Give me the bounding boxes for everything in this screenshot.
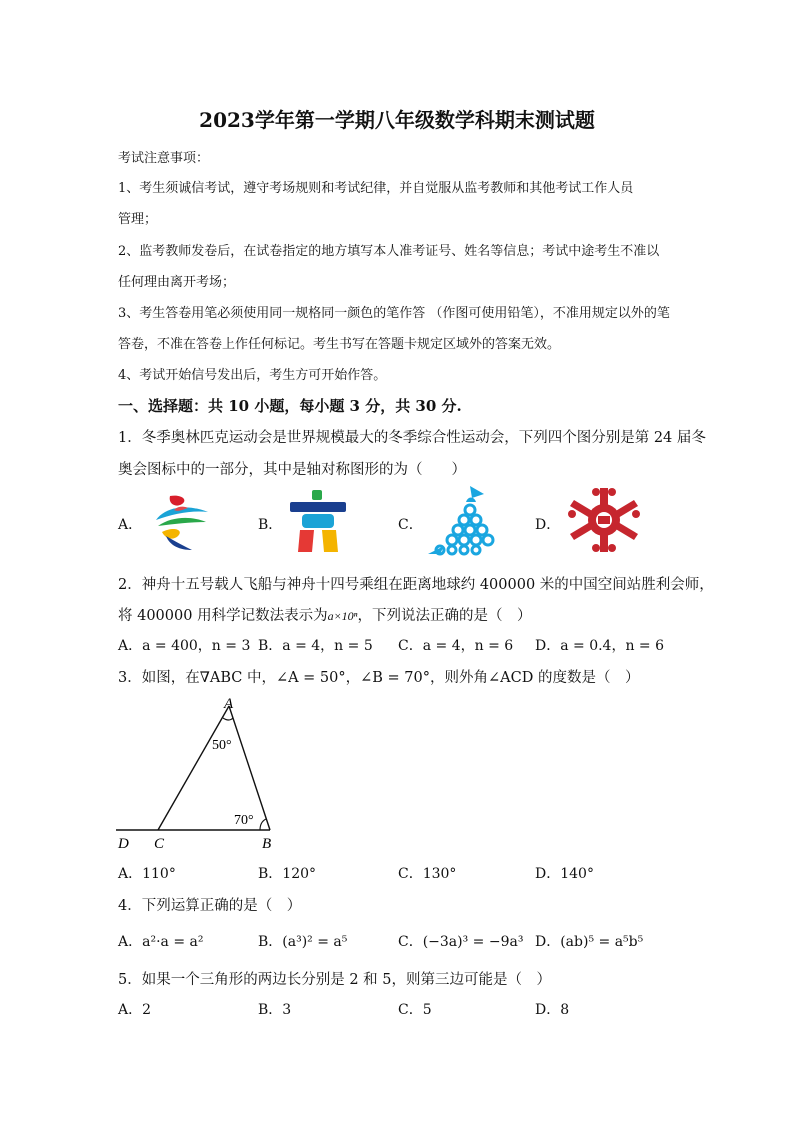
q3-option-a: A．110°	[118, 866, 176, 882]
note-2b: 任何理由离开考场；	[118, 275, 236, 290]
vertex-d-label: D	[118, 836, 129, 852]
note-1a: 1、考生须诚信考试，遵守考场规则和考试纪律，并自觉服从监考教师和其他考试工作人员	[118, 181, 634, 196]
q2-option-c: C．a = 4，n = 6	[398, 638, 514, 654]
q4-option-b: B．(a³)² = a⁵	[258, 934, 348, 950]
q1-option-b-label: B．	[258, 517, 283, 533]
q4-line: 4．下列运算正确的是（ ）	[118, 898, 302, 914]
q3-option-d: D．140°	[535, 866, 594, 882]
angle-b-label: 70°	[234, 813, 254, 828]
q2-line2-start: 将 400000 用科学记数法表示为	[118, 608, 328, 624]
q2-line2	[118, 604, 531, 625]
q2-option-b: B．a = 4，n = 5	[258, 638, 373, 654]
q2-option-a: A．a = 400，n = 3	[118, 638, 251, 654]
q5-line: 5．如果一个三角形的两边长分别是 2 和 5，则第三边可能是（ ）	[118, 972, 552, 988]
page-title: 2023学年第一学期八年级数学科期末测试题	[199, 108, 595, 132]
notes-heading: 考试注意事项：	[118, 151, 210, 166]
section-heading: 一、选择题：共 10 小题，每小题 3 分，共 30 分.	[118, 397, 462, 415]
q2-expression: a×10ⁿ	[327, 609, 358, 623]
q4-option-a: A．a²·a = a²	[118, 934, 204, 950]
q5-option-b: B．3	[258, 1002, 292, 1018]
q2-line2-end: ，下列说法正确的是（ ）	[357, 608, 532, 624]
q1-option-a-label: A．	[118, 517, 143, 533]
q5-option-c: C．5	[398, 1002, 432, 1018]
q1-option-c-label: C．	[398, 517, 423, 533]
q3-option-c: C．130°	[398, 866, 457, 882]
lattice-triangle-icon	[424, 484, 496, 556]
vertex-b-label: B	[262, 836, 272, 852]
q5-option-a: A．2	[118, 1002, 152, 1018]
q1-option-d-label: D．	[535, 517, 561, 533]
angle-a-label: 50°	[212, 738, 232, 753]
q4-option-d: D．(ab)⁵ = a⁵b⁵	[535, 934, 644, 950]
note-3b: 答卷，不准在答卷上作任何标记。考生书写在答题卡规定区域外的答案无效。	[118, 337, 561, 352]
q4-option-c: C．(−3a)³ = −9a³	[398, 934, 524, 950]
vertex-c-label: C	[154, 836, 165, 852]
q3-line: 3．如图，在∇ABC 中，∠A = 50°，∠B = 70°，则外角∠ACD 的度数是（ ）	[118, 670, 640, 686]
q1-line2: 奥会图标中的一部分，其中是轴对称图形的为（ ）	[118, 462, 466, 478]
note-2a: 2、监考教师发卷后，在试卷指定的地方填写本人准考证号、姓名等信息；考试中途考生不准以	[118, 244, 660, 259]
snowflake-emblem-icon	[566, 486, 642, 554]
q1-line1: 1．冬季奥林匹克运动会是世界规模最大的冬季综合性运动会，下列四个图分别是第 24 届冬	[118, 430, 706, 446]
flame-logo-icon	[148, 490, 212, 554]
vertex-a-label: A	[224, 696, 234, 712]
q5-option-d: D．8	[535, 1002, 570, 1018]
note-4: 4、考试开始信号发出后，考生方可开始作答。	[118, 368, 387, 383]
note-1b: 管理；	[118, 212, 158, 227]
inukshuk-icon	[286, 488, 350, 554]
q3-option-b: B．120°	[258, 866, 317, 882]
triangle-figure	[112, 694, 282, 854]
q2-line1: 2．神舟十五号载人飞船与神舟十四号乘组在距离地球约 400000 米的中国空间站胜利会师，	[118, 577, 714, 593]
note-3a: 3、考生答卷用笔必须使用同一规格同一颜色的笔作答 （作图可使用铅笔），不准用规定以外的笔	[118, 306, 670, 321]
q2-option-d: D．a = 0.4，n = 6	[535, 638, 665, 654]
